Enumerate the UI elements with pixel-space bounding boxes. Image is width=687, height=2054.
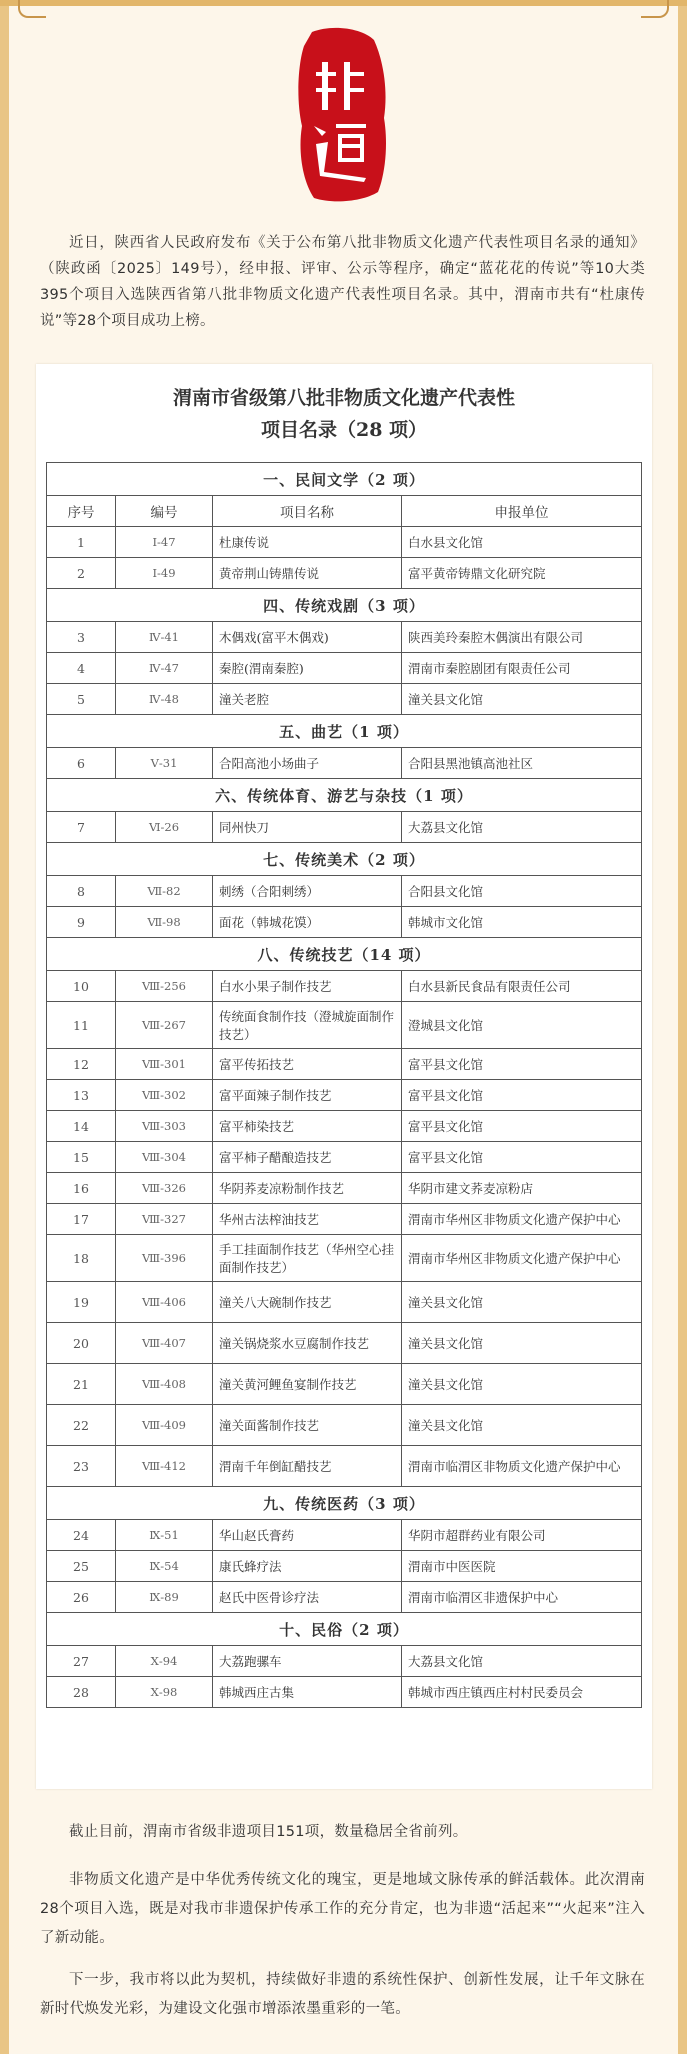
- row-project-name: 潼关老腔: [213, 684, 402, 715]
- row-unit: 富平县文化馆: [402, 1080, 642, 1111]
- row-number: 5: [47, 684, 116, 715]
- row-project-name: 刺绣（合阳刺绣）: [213, 876, 402, 907]
- row-project-name: 富平柿染技艺: [213, 1111, 402, 1142]
- section-title: 六、传统体育、游艺与杂技（1 项）: [47, 779, 642, 812]
- row-project-name: 华山赵氏膏药: [213, 1520, 402, 1551]
- row-code: Ⅷ-267: [116, 1002, 213, 1049]
- section-header-row: [47, 1487, 642, 1520]
- corner-ornament-left: [18, 0, 46, 18]
- section-header-row: [47, 779, 642, 812]
- table-row: [47, 1446, 642, 1487]
- row-number: 2: [47, 558, 116, 589]
- table-row: [47, 653, 642, 684]
- top-border: [0, 0, 687, 6]
- row-project-name: 富平传拓技艺: [213, 1049, 402, 1080]
- table-row: [47, 971, 642, 1002]
- table-row: [47, 684, 642, 715]
- row-unit: 渭南市华州区非物质文化遗产保护中心: [402, 1235, 642, 1282]
- row-code: Ⅷ-408: [116, 1364, 213, 1405]
- row-project-name: 潼关锅烧浆水豆腐制作技艺: [213, 1323, 402, 1364]
- row-number: 26: [47, 1582, 116, 1613]
- row-code: Ⅷ-406: [116, 1282, 213, 1323]
- table-row: [47, 1677, 642, 1708]
- row-number: 12: [47, 1049, 116, 1080]
- row-unit: 渭南市临渭区非遗保护中心: [402, 1582, 642, 1613]
- row-project-name: 康氏蜂疗法: [213, 1551, 402, 1582]
- table-row: [47, 1405, 642, 1446]
- row-unit: 华阴市超群药业有限公司: [402, 1520, 642, 1551]
- row-unit: 渭南市秦腔剧团有限责任公司: [402, 653, 642, 684]
- row-number: 1: [47, 527, 116, 558]
- row-unit: 渭南市华州区非物质文化遗产保护中心: [402, 1204, 642, 1235]
- right-border: [678, 0, 687, 2054]
- table-row: [47, 1111, 642, 1142]
- row-unit: 潼关县文化馆: [402, 684, 642, 715]
- table-row: [47, 1173, 642, 1204]
- row-number: 24: [47, 1520, 116, 1551]
- table-row: [47, 558, 642, 589]
- table-row: [47, 812, 642, 843]
- column-header-unit: 申报单位: [402, 496, 642, 527]
- row-code: Ⅸ-89: [116, 1582, 213, 1613]
- row-code: Ⅳ-48: [116, 684, 213, 715]
- row-code: Ⅷ-412: [116, 1446, 213, 1487]
- section-title: 十、民俗（2 项）: [47, 1613, 642, 1646]
- row-code: Ⅷ-303: [116, 1111, 213, 1142]
- table-header-row: [47, 496, 642, 527]
- row-number: 14: [47, 1111, 116, 1142]
- row-code: Ⅷ-301: [116, 1049, 213, 1080]
- table-row: [47, 1520, 642, 1551]
- row-project-name: 赵氏中医骨诊疗法: [213, 1582, 402, 1613]
- table-row: [47, 876, 642, 907]
- row-number: 27: [47, 1646, 116, 1677]
- outro-paragraph-2: 非物质文化遗产是中华优秀传统文化的瑰宝，更是地域文脉传承的鲜活载体。此次渭南28个项目入选，既是对我市非遗保护传承工作的充分肯定，也为非遗“活起来”“火起来”注入了新动能。: [40, 1872, 645, 1946]
- section-title: 一、民间文学（2 项）: [47, 463, 642, 496]
- row-project-name: 手工挂面制作技艺（华州空心挂面制作技艺）: [213, 1235, 402, 1282]
- row-unit: 潼关县文化馆: [402, 1323, 642, 1364]
- row-code: Ⅶ-82: [116, 876, 213, 907]
- row-project-name: 韩城西庄古集: [213, 1677, 402, 1708]
- row-code: Ⅰ-49: [116, 558, 213, 589]
- column-header-code: 编号: [116, 496, 213, 527]
- row-project-name: 潼关面酱制作技艺: [213, 1405, 402, 1446]
- row-project-name: 同州快刀: [213, 812, 402, 843]
- row-number: 8: [47, 876, 116, 907]
- row-number: 16: [47, 1173, 116, 1204]
- left-border: [0, 0, 9, 2054]
- list-document: [36, 364, 652, 1789]
- row-unit: 渭南市中医医院: [402, 1551, 642, 1582]
- row-project-name: 杜康传说: [213, 527, 402, 558]
- row-code: Ⅳ-41: [116, 622, 213, 653]
- section-title: 五、曲艺（1 项）: [47, 715, 642, 748]
- column-header-name: 项目名称: [213, 496, 402, 527]
- row-code: Ⅷ-302: [116, 1080, 213, 1111]
- table-row: [47, 1582, 642, 1613]
- row-code: Ⅷ-304: [116, 1142, 213, 1173]
- row-number: 21: [47, 1364, 116, 1405]
- table-row: [47, 1646, 642, 1677]
- row-project-name: 华阴荞麦凉粉制作技艺: [213, 1173, 402, 1204]
- section-header-row: [47, 843, 642, 876]
- row-unit: 合阳县文化馆: [402, 876, 642, 907]
- row-number: 25: [47, 1551, 116, 1582]
- row-project-name: 富平柿子醋酿造技艺: [213, 1142, 402, 1173]
- table-row: [47, 1235, 642, 1282]
- outro-paragraph-3: 下一步，我市将以此为契机，持续做好非遗的系统性保护、创新性发展，让千年文脉在新时代焕发光彩，为建设文化强市增添浓墨重彩的一笔。: [40, 1972, 645, 2017]
- row-unit: 富平黄帝铸鼎文化研究院: [402, 558, 642, 589]
- section-header-row: [47, 1613, 642, 1646]
- row-project-name: 渭南千年倒缸醋技艺: [213, 1446, 402, 1487]
- row-unit: 富平县文化馆: [402, 1049, 642, 1080]
- document-title-line1: 渭南市省级第八批非物质文化遗产代表性: [172, 387, 515, 409]
- section-header-row: [47, 938, 642, 971]
- row-project-name: 白水小果子制作技艺: [213, 971, 402, 1002]
- table-row: [47, 1080, 642, 1111]
- row-number: 17: [47, 1204, 116, 1235]
- section-title: 四、传统戏剧（3 项）: [47, 589, 642, 622]
- row-unit: 潼关县文化馆: [402, 1364, 642, 1405]
- row-number: 28: [47, 1677, 116, 1708]
- row-project-name: 黄帝荆山铸鼎传说: [213, 558, 402, 589]
- row-code: Ⅷ-396: [116, 1235, 213, 1282]
- table-row: [47, 1282, 642, 1323]
- table-row: [47, 1002, 642, 1049]
- section-title: 九、传统医药（3 项）: [47, 1487, 642, 1520]
- project-list-table: [46, 462, 642, 1708]
- column-header-no: 序号: [47, 496, 116, 527]
- row-unit: 华阴市建文荞麦凉粉店: [402, 1173, 642, 1204]
- row-project-name: 潼关黄河鲤鱼宴制作技艺: [213, 1364, 402, 1405]
- row-unit: 白水县新民食品有限责任公司: [402, 971, 642, 1002]
- row-unit: 潼关县文化馆: [402, 1282, 642, 1323]
- row-unit: 富平县文化馆: [402, 1142, 642, 1173]
- feiyi-seal-logo: [292, 22, 392, 206]
- row-unit: 白水县文化馆: [402, 527, 642, 558]
- row-code: Ⅸ-54: [116, 1551, 213, 1582]
- row-code: Ⅷ-326: [116, 1173, 213, 1204]
- row-number: 19: [47, 1282, 116, 1323]
- table-row: [47, 1142, 642, 1173]
- row-number: 7: [47, 812, 116, 843]
- table-row: [47, 748, 642, 779]
- outro-paragraph-1: 截止目前，渭南市省级非遗项目151项，数量稳居全省前列。: [69, 1824, 468, 1840]
- row-project-name: 富平面辣子制作技艺: [213, 1080, 402, 1111]
- row-code: Ⅴ-31: [116, 748, 213, 779]
- row-code: Ⅸ-51: [116, 1520, 213, 1551]
- row-code: Ⅹ-94: [116, 1646, 213, 1677]
- row-code: Ⅵ-26: [116, 812, 213, 843]
- table-row: [47, 1204, 642, 1235]
- table-row: [47, 907, 642, 938]
- row-unit: 澄城县文化馆: [402, 1002, 642, 1049]
- row-code: Ⅳ-47: [116, 653, 213, 684]
- row-project-name: 合阳高池小场曲子: [213, 748, 402, 779]
- row-number: 18: [47, 1235, 116, 1282]
- row-number: 4: [47, 653, 116, 684]
- row-project-name: 大荔跑骡车: [213, 1646, 402, 1677]
- section-header-row: [47, 715, 642, 748]
- row-number: 23: [47, 1446, 116, 1487]
- row-unit: 韩城市西庄镇西庄村村民委员会: [402, 1677, 642, 1708]
- row-code: Ⅷ-409: [116, 1405, 213, 1446]
- row-number: 3: [47, 622, 116, 653]
- row-unit: 富平县文化馆: [402, 1111, 642, 1142]
- table-row: [47, 622, 642, 653]
- row-number: 13: [47, 1080, 116, 1111]
- section-header-row: [47, 463, 642, 496]
- row-project-name: 华州古法榨油技艺: [213, 1204, 402, 1235]
- table-row: [47, 1551, 642, 1582]
- row-number: 20: [47, 1323, 116, 1364]
- row-project-name: 秦腔(渭南秦腔): [213, 653, 402, 684]
- row-code: Ⅶ-98: [116, 907, 213, 938]
- document-title: [36, 382, 652, 446]
- row-number: 15: [47, 1142, 116, 1173]
- section-header-row: [47, 589, 642, 622]
- row-project-name: 面花（韩城花馍）: [213, 907, 402, 938]
- intro-paragraph: 近日，陕西省人民政府发布《关于公布第八批非物质文化遗产代表性项目名录的通知》（陕政函〔2025〕149号），经申报、评审、公示等程序，确定“蓝花花的传说”等10大类395个项目入选陕西省第八批非物质文化遗产代表性项目名录。其中，渭南市共有“杜康传说”等28个项目成功上榜。: [40, 235, 645, 329]
- row-code: Ⅹ-98: [116, 1677, 213, 1708]
- corner-ornament-right: [641, 0, 669, 18]
- row-unit: 潼关县文化馆: [402, 1405, 642, 1446]
- section-title: 八、传统技艺（14 项）: [47, 938, 642, 971]
- row-project-name: 木偶戏(富平木偶戏): [213, 622, 402, 653]
- document-title-line2: 项目名录（28 项）: [260, 419, 428, 441]
- row-unit: 渭南市临渭区非物质文化遗产保护中心: [402, 1446, 642, 1487]
- row-unit: 大荔县文化馆: [402, 812, 642, 843]
- row-code: Ⅷ-327: [116, 1204, 213, 1235]
- table-row: [47, 1364, 642, 1405]
- row-code: Ⅷ-256: [116, 971, 213, 1002]
- table-row: [47, 527, 642, 558]
- row-number: 22: [47, 1405, 116, 1446]
- row-number: 6: [47, 748, 116, 779]
- table-row: [47, 1049, 642, 1080]
- row-project-name: 潼关八大碗制作技艺: [213, 1282, 402, 1323]
- row-unit: 陕西美玲秦腔木偶演出有限公司: [402, 622, 642, 653]
- row-unit: 大荔县文化馆: [402, 1646, 642, 1677]
- row-unit: 韩城市文化馆: [402, 907, 642, 938]
- row-unit: 合阳县黑池镇高池社区: [402, 748, 642, 779]
- row-number: 9: [47, 907, 116, 938]
- section-title: 七、传统美术（2 项）: [47, 843, 642, 876]
- row-project-name: 传统面食制作技（澄城旋面制作技艺）: [213, 1002, 402, 1049]
- table-row: [47, 1323, 642, 1364]
- row-number: 11: [47, 1002, 116, 1049]
- row-number: 10: [47, 971, 116, 1002]
- row-code: Ⅰ-47: [116, 527, 213, 558]
- row-code: Ⅷ-407: [116, 1323, 213, 1364]
